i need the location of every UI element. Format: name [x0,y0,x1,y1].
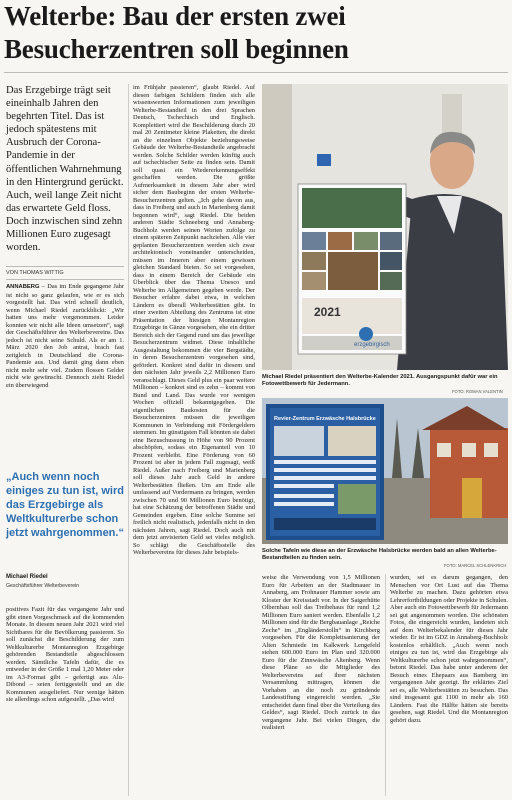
pull-quote: „Auch wenn noch einiges zu tun ist, wird das Erzgebirge als Weltkulturerbe schon jetzt wahrgenommen.“ [6,471,124,539]
article-column-3: weise die Verwendung von 1,5 Millionen Euro für Arbeiten an der Stadtmauer in Annaberg, am Frohnauer Hammer sowie am Kloster der Kreisstadt vor. In der Saigerhütte Olbernhau soll das Treibehaus für rund 1,2 Millionen Euro saniert werden. Ebenfalls 1,2 Millionen sind für die Bergbauanlage „Reiche Zeche“ im „Engländerstolln“ in Kirchberg vorgesehen. Für die Komplettsanierung der Alten Schmiede im Kalkwerk Lengefeld stehen 600.000 Euro im Plan und 320.000 Euro für die Zinnwäsche Altenberg. Wenn diese Pläne so die Mitglieder des Welterbevereins auf ihrer nächsten Versammlung mittragen, können die Vorhaben an die noch zu gründende Landesstiftung eingereicht werden. „Sie entscheidet dann final über die Verteilung des Geldes“, sagt Riedel. Doch zurück in das vergangene Jahr. Bei vielen Dingen, die realisiert [262,574,380,731]
credit-photo-2: FOTO: MARCEL SCHLENKRICH [444,563,507,568]
article-column-4: wurden, sei es darum gegangen, den Menschen vor Ort Lust auf das Thema Welterbe zu machen. Dazu gehörten etwa Lehrerfortbildungen oder Projekte in Schulen. Aber auch ein Fotowettbewerb für Jedermann sei gut angenommen worden. Die schönsten Fotos, die eingereicht wurden, landeten sich auf dem Welterbekalender für dieses Jahr wieder. Er ist im GDZ in Annaberg-Buchholz kostenlos erhältlich. „Auch wenn noch einiges zu tun ist, wird das Erzgebirge als Weltkulturerbe schon jetzt wahrgenommen“, betont Riedel. Das habe unter anderem der Besuch eines Ehepaars aus Bamberg im vergangenen Jahr gezeigt. Ihr erklärtes Ziel sei es, alle Welterbestätten zu besuchen. Das sind insgesamt gut 1100 in mehr als 160 Ländern. Fast die Hälfte hätten sie bereits gesehen, sagt Riedel. Und die Montanregion gehört dazu. [390,574,508,724]
dateline: ANNABERG [6,284,40,290]
headline-rule [4,72,508,73]
sign-title: Revier-Zentrum Erzwäsche Halsbrücke [274,416,376,422]
article-column-1 [6,283,124,463]
riedel-calendar-photo [262,84,508,370]
column-separator-2 [385,574,386,796]
caption-photo-1: Michael Riedel präsentiert den Welterbe-Kalender 2021. Ausgangspunkt dafür war ein Fotowettbewerb für Jedermann. [262,374,498,387]
headline-line-2: Besucherzentren soll beginnen [4,34,349,64]
lead-paragraph: Das Erzgebirge trägt seit eineinhalb Jahren den begehrten Titel. Das ist jedoch spätestens mit Ausbruch der Corona-Pandemie in der öffentlichen Wahrnehmung in den Hintergrund gerückt. Auch, weil lange Zeit nicht das erwartete Geld floss. Doch inzwischen sind zehn Millionen Euro zugesagt worden. [6,85,124,254]
headline [4,0,508,66]
article-column-2: im Frühjahr passieren“, glaubt Riedel. Auf diesen farbigen Schildern finden sich alle wissenswerten Informationen zum jeweiligen Welterbe-Bestandteil in den drei Sprachen Deutsch, Tschechisch und Englisch. Komplettiert wird die Beschilderung durch 20 mal 20 Zentimeter kleine Plaketten, die direkt an die einzelnen Objekte beziehungsweise Gebäude der Welterbe-Bestandteile angebracht werden. Solche Schilder werden künftig auch auf tschechischer Seite zu finden sein. Damit soll quasi ein Wiedererkennungseffekt geschaffen werden. Die größte Aufmerksamkeit in diesem Jahr aber wird sicher dem Baubeginn der ersten Welterbe-Besucherzentren gelten. „Ich gehe davon aus, dass in Freiberg und auch in Marienberg damit begonnen wird“, sagt Riedel. Die beiden anderen Städte Schneeberg und Annaberg-Buchholz werden seinen Worten zufolge zu einem späteren Zeitpunkt nachziehen. Alle vier geplanten Besucherzentren werden sich zwar architektonisch voneinander unterscheiden, müssen im Inneren aber einem gewissen gleichen Standard bieten. So sei vorgesehen, dass in einem Bereich der Gebäude ein Überblick über das Thema Unesco und Welterbe im Allgemeinen gegeben werde. Der Besucher erfahre dabei etwa, in welchen Ländern es überall Welterbestätten gibt. In einer zweiten Abteilung des Zentrums ist eine Präsentation der hiesigen Montanregion Erzgebirge in Gänze vorgesehen, ehe ein dritter Bereich sich der Gegend rund um das jeweilige Besucherzentrum widmet. Diese inhaltliche Ausgestaltung bekommen die vier Bergstädte, in deren Besucherzentren vorgesehen sind, gefördert. Konkret sind dafür in diesem und den nächsten Jahr jeweils 2,2 Millionen Euro veranschlagt. Dieses Geld plus ein paar weitere Millionen – konkret sind es zehn – kommt von Bund und Land. Das wurde vor wenigen Wochen offiziell bekanntgegeben. Die eigentlichen Baukosten für die Besucherzentren müssen die jeweiligen Kommunen in Verbindung mit Fördergeldern stemmen. Im günstigsten Fall könnten sie dabei eine Bezuschussung in Höhe von 90 Prozent abschöpfen, sodass ein Eigenanteil von 10 Prozent verbleibt. Eine Förderung von 60 Prozent ist aber in jedem Fall zugesagt, weiß Riedel. Außer nach Freiberg und Marienberg soll dieses Jahr auch Geld in andere Welterbestätten fließen. Um am Ende alle umfassend auf Vordermann zu bringen, werden zwischen 70 und 90 Millionen Euro benötigt, hat eine Schätzung der betroffenen Städte und Gemeinden ergeben. Eine solche Summe sei freilich nicht realistisch, jedenfalls nicht in den nächsten Jahren, sagt Riedel. Doch auch mit dem jetzt anvisierten Geld sei vieles möglich. So schlägt die Geschäftsstelle des Welterbevereins für dieses Jahr beispiels- [133,84,255,556]
credit-photo-1: FOTO: ROMAN VALENTIN [452,389,503,394]
column-separator [128,84,129,796]
calendar-brand: erzgebirgisch [354,342,390,348]
calendar-year: 2021 [314,305,341,319]
halsbruecke-sign-photo [262,398,508,544]
quote-name: Michael Riedel [6,574,48,580]
byline-rule-bottom [6,279,124,280]
headline-line-1: Welterbe: Bau der ersten zwei [4,1,346,31]
column-1-text: – Das im Ende gegangene Jahr ist nicht so ganz gelaufen, wie er es sich vorgestellt hat. Das wird schnell deutlich, wenn Michael Riedel zurückblickt: „Wir hatten uns mehr vorgenommen. Leider konnten wir nicht alle Ideen umsetzen“, sagt der Geschäftsführer des Welterbevereins. Das jedoch ist nicht seine Schuld. Als er am 1. März 2020 den Job antrat, brach fast zeitgleich in Deutschland die Corona-Pandemie aus. Und damit ging dann eben nicht mehr sehr viel. Zudem flossen Gelder nicht wie gewünscht. Dennoch zieht Riedel ein überwiegend [6,283,124,389]
byline-rule [6,266,124,267]
byline: VON THOMAS WITTIG [6,270,64,276]
caption-photo-2: Solche Tafeln wie diese an der Erzwäsche Halsbrücke werden bald an allen Welterbe-Bestandteilen zu finden sein. [262,548,497,561]
quote-role: Geschäftsführer Welterbeverein [6,583,80,589]
article-column-1-bottom: positives Fazit für das vergangene Jahr und gibt einen Vorgeschmack auf die kommenden Monate. In diesem neuen Jahr 2021 wird viel Sichtbares für die Bevölkerung passieren. So soll zunächst die Beschilderung der zum Weltkulturerbe Montanregion Erzgebirge gehörenden Bestandteile abgeschlossen werden. Sämtliche Tafeln dafür, die es entweder in der Größe 1 mal 1,20 Meter oder im A3-Format gibt – gefertigt aus Alu-Dibond – seien fertiggestellt und an die Kommunen ausgeliefert. Nur wenige hätten sie allerdings schon aufgestellt. „Das wird [6,606,124,703]
